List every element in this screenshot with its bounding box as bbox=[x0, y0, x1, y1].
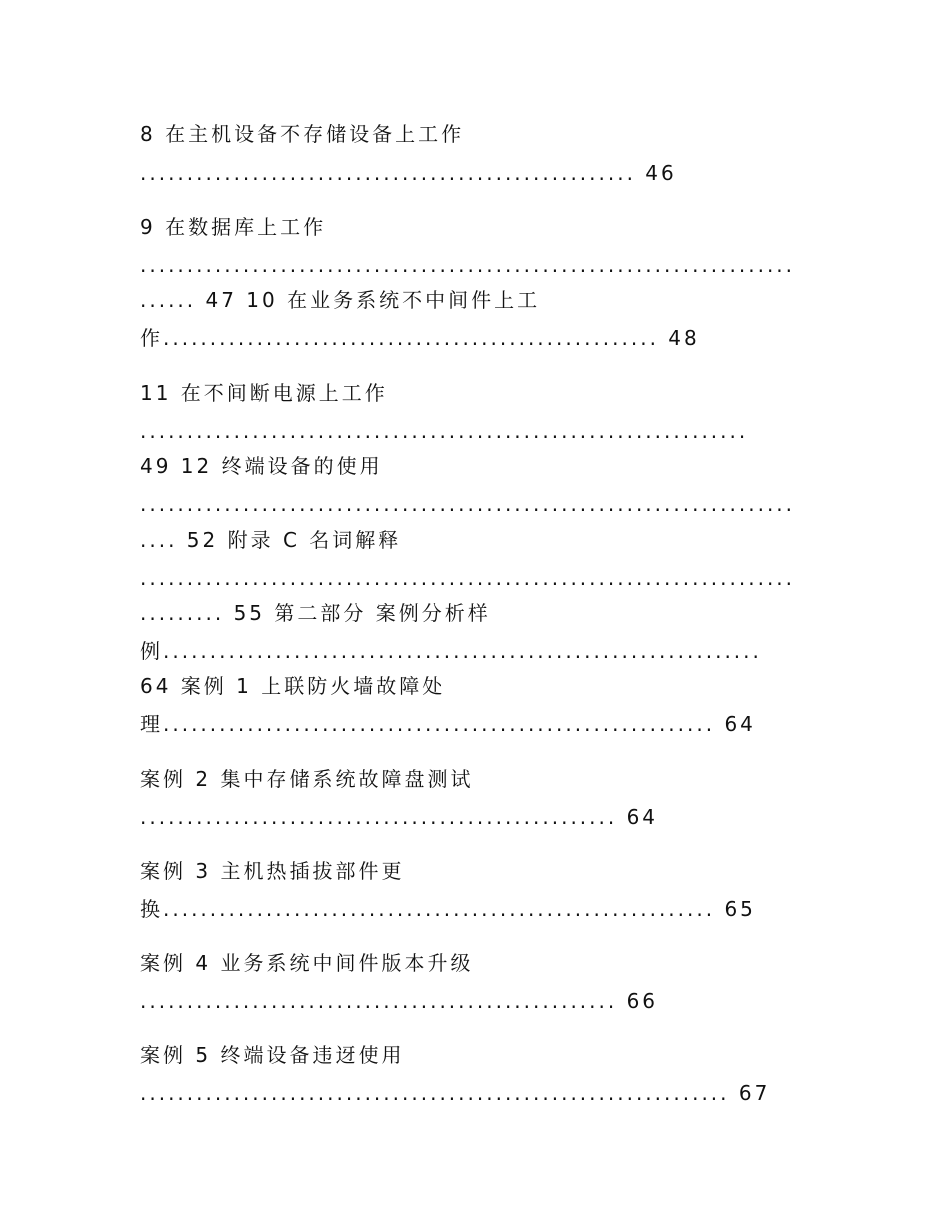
toc-line-case-2-leader-page: ................................................... 64 bbox=[140, 805, 659, 829]
toc-line-case-3-title: 案例 3 主机热插拔部件更 bbox=[140, 859, 405, 883]
toc-line-case-4-leader-page: ................................................... 66 bbox=[140, 989, 659, 1013]
toc-line-section-11-leader: ................................................................. bbox=[140, 419, 749, 443]
toc-line-section-8-title: 8 在主机设备不存储设备上工作 bbox=[140, 122, 465, 146]
toc-line-section-10-title: ...... 47 10 在业务系统不中间件上工 bbox=[140, 288, 541, 312]
toc-line-section-12-title: 49 12 终端设备的使用 bbox=[140, 454, 383, 478]
toc-line-case-1-title: 64 案例 1 上联防火墙故障处 bbox=[140, 674, 446, 698]
toc-line-section-11-title: 11 在不间断电源上工作 bbox=[140, 381, 388, 405]
toc-line-section-12-leader: ...................................................................... bbox=[140, 492, 796, 516]
toc-line-case-3-leader-page: 换........................................................... 65 bbox=[140, 897, 756, 921]
toc-line-section-10-leader-page: 作..................................................... 48 bbox=[140, 326, 700, 350]
toc-line-case-4-title: 案例 4 业务系统中间件版本升级 bbox=[140, 951, 474, 975]
toc-line-section-9-leader: ...................................................................... bbox=[140, 253, 796, 277]
toc-line-section-9-title: 9 在数据库上工作 bbox=[140, 215, 327, 239]
toc-line-part-2-title: ......... 55 第二部分 案例分析样 bbox=[140, 601, 491, 625]
toc-line-part-2-leader: 例................................................................ bbox=[140, 639, 762, 663]
toc-line-section-8-leader-page: ..................................................... 46 bbox=[140, 161, 677, 185]
toc-line-case-1-leader-page: 理........................................................... 64 bbox=[140, 712, 756, 736]
toc-line-case-5-title: 案例 5 终端设备违迓使用 bbox=[140, 1043, 405, 1067]
toc-line-case-5-leader-page: ............................................................... 67 bbox=[140, 1081, 771, 1105]
toc-line-appendix-c-title: .... 52 附录 C 名词解释 bbox=[140, 528, 402, 552]
toc-line-case-2-title: 案例 2 集中存储系统故障盘测试 bbox=[140, 767, 474, 791]
toc-line-appendix-c-leader: ...................................................................... bbox=[140, 566, 796, 590]
